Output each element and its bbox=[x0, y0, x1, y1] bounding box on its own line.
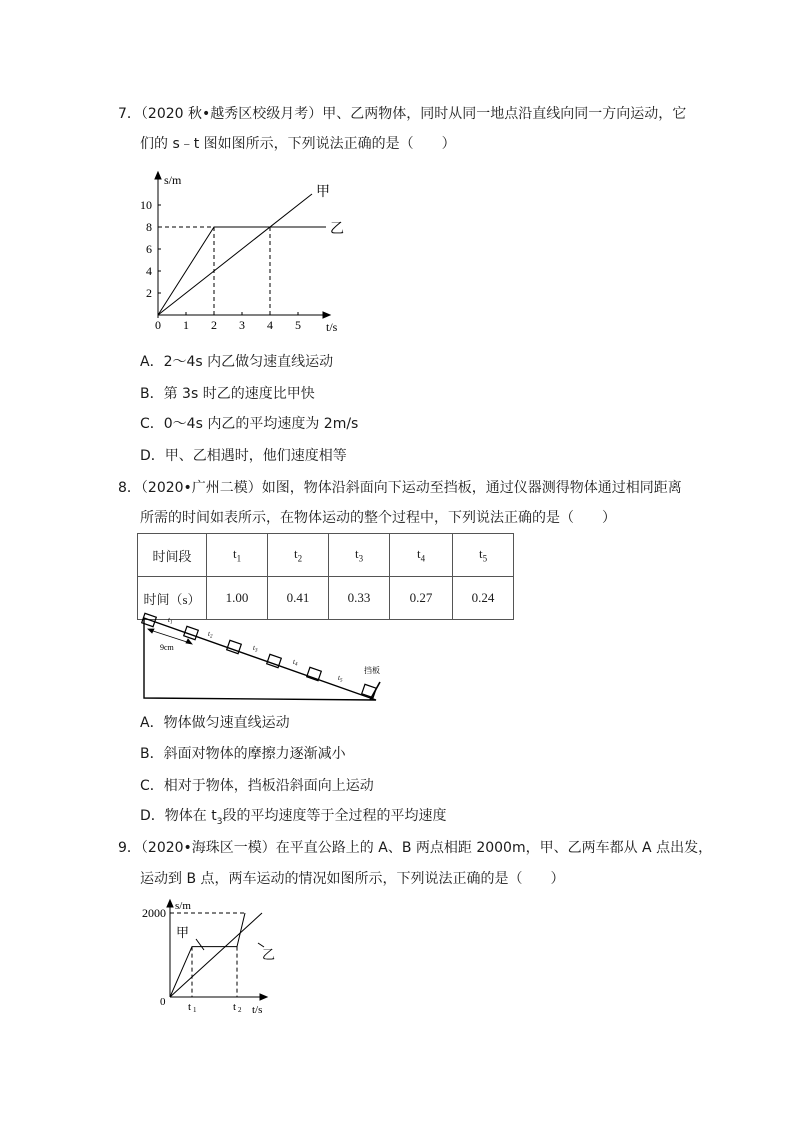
q8-option-d bbox=[140, 806, 446, 832]
q8-option-a: A．物体做匀速直线运动 bbox=[140, 715, 290, 731]
series-label: 乙 bbox=[330, 221, 344, 237]
q8-option-d-pre: D．物体在 t bbox=[140, 808, 217, 824]
incline-label-t1: $t_1$ bbox=[168, 616, 173, 626]
t-subscript: 3 bbox=[358, 553, 364, 564]
block-3 bbox=[227, 640, 242, 653]
x-tick-label-sub: 1 bbox=[193, 1006, 197, 1014]
q9-st-chart bbox=[140, 895, 300, 1015]
table-header-period: 时间段 bbox=[138, 534, 207, 577]
q8-line1: 8．（2020•广州二模）如图，物体沿斜面向下运动至挡板，通过仪器测得物体通过相同距离 bbox=[118, 480, 682, 496]
table-header-t3: $t_3$ bbox=[329, 534, 390, 577]
x-tick-label: 0 bbox=[155, 318, 161, 332]
table-row bbox=[138, 534, 514, 577]
x-tick-label: 5 bbox=[295, 318, 301, 332]
x-tick-label: 2 bbox=[211, 318, 217, 332]
q8-line2: 所需的时间如表所示，在物体运动的整个过程中，下列说法正确的是（ ） bbox=[140, 510, 616, 526]
t-subscript: 4 bbox=[420, 553, 426, 564]
q8-option-d-sub: 3 bbox=[216, 816, 223, 827]
y-tick-label: 8 bbox=[146, 220, 152, 234]
series-label: 乙 bbox=[262, 948, 276, 963]
q8-option-b: B．斜面对物体的摩擦力逐渐减小 bbox=[140, 746, 346, 762]
y-tick-label: 2000 bbox=[142, 906, 166, 920]
q7-y-arrow bbox=[155, 172, 161, 179]
incline-label-t2: $t_2$ bbox=[208, 630, 213, 640]
q7-st-chart bbox=[130, 168, 360, 338]
x-axis-label: t/s bbox=[326, 320, 338, 334]
table-header-t2: $t_2$ bbox=[268, 534, 329, 577]
leader-line bbox=[258, 943, 264, 947]
x-tick-label: 4 bbox=[267, 318, 273, 332]
q9-x-arrow bbox=[260, 994, 267, 1000]
series-乙 bbox=[158, 227, 326, 315]
x-tick-label-sub: 2 bbox=[238, 1006, 242, 1014]
q9-line2: 运动到 B 点，两车运动的情况如图所示，下列说法正确的是（ ） bbox=[140, 871, 565, 887]
table-label-time: 时间（s） bbox=[138, 577, 207, 620]
barrier bbox=[370, 682, 380, 700]
x-tick-label: t bbox=[233, 1001, 237, 1013]
y-axis-label: s/m bbox=[175, 900, 191, 912]
q7-x-arrow bbox=[323, 312, 330, 318]
q8-option-c: C．相对于物体，挡板沿斜面向上运动 bbox=[140, 778, 374, 794]
q8-incline-figure bbox=[138, 610, 388, 706]
block-4 bbox=[267, 654, 282, 667]
barrier-label: 挡板 bbox=[364, 666, 380, 675]
y-tick-label: 10 bbox=[140, 198, 152, 212]
series-label: 甲 bbox=[176, 926, 190, 941]
incline-label-t4: $t_4$ bbox=[293, 658, 298, 668]
incline-triangle bbox=[144, 618, 376, 700]
q9-y-arrow bbox=[167, 900, 173, 907]
series-甲 bbox=[158, 194, 312, 315]
q7-option-b: B．第 3s 时乙的速度比甲快 bbox=[140, 386, 315, 402]
y-tick-label: 2 bbox=[146, 286, 152, 300]
t-subscript: 1 bbox=[236, 553, 242, 564]
q8-option-d-post: 段的平均速度等于全过程的平均速度 bbox=[222, 808, 447, 824]
series-label: 甲 bbox=[316, 184, 330, 200]
q8-time-table bbox=[137, 533, 514, 620]
leader-line bbox=[196, 939, 204, 950]
table-header-t5: $t_5$ bbox=[453, 534, 514, 577]
table-header-t4: $t_4$ bbox=[390, 534, 453, 577]
x-tick-label: 0 bbox=[160, 996, 166, 1008]
t-subscript: 5 bbox=[482, 553, 488, 564]
table-header-t1: $t_1$ bbox=[207, 534, 268, 577]
t-subscript: 2 bbox=[297, 553, 303, 564]
x-tick-label: 1 bbox=[183, 318, 189, 332]
table-cell: 0.24 bbox=[453, 577, 514, 620]
table-cell: 1.00 bbox=[207, 577, 268, 620]
block-5 bbox=[307, 667, 322, 680]
q7-option-d: D．甲、乙相遇时，他们速度相等 bbox=[140, 448, 347, 464]
table-cell: 0.33 bbox=[329, 577, 390, 620]
y-tick-label: 6 bbox=[146, 242, 152, 256]
table-cell: 0.27 bbox=[390, 577, 453, 620]
incline-label-t3: $t_3$ bbox=[253, 644, 258, 654]
q7-option-c: C．0～4s 内乙的平均速度为 2m/s bbox=[140, 416, 359, 432]
x-axis-label: t/s bbox=[252, 1004, 263, 1015]
y-axis-label: s/m bbox=[164, 173, 182, 187]
q7-line2: 们的 s﹣t 图如图所示，下列说法正确的是（ ） bbox=[140, 136, 456, 152]
incline-label-t5: $t_5$ bbox=[338, 674, 343, 684]
x-tick-label: t bbox=[188, 1001, 192, 1013]
distance-label: 9cm bbox=[160, 643, 174, 652]
q9-line1: 9．（2020•海珠区一模）在平直公路上的 A、B 两点相距 2000m，甲、乙两车都从 A 点出发， bbox=[118, 840, 713, 856]
q7-option-a: A．2～4s 内乙做匀速直线运动 bbox=[140, 354, 334, 370]
q7-line1: 7．（2020 秋•越秀区校级月考）甲、乙两物体，同时从同一地点沿直线向同一方向运动，它 bbox=[118, 106, 687, 122]
x-tick-label: 3 bbox=[239, 318, 245, 332]
table-cell: 0.41 bbox=[268, 577, 329, 620]
y-tick-label: 4 bbox=[146, 264, 152, 278]
